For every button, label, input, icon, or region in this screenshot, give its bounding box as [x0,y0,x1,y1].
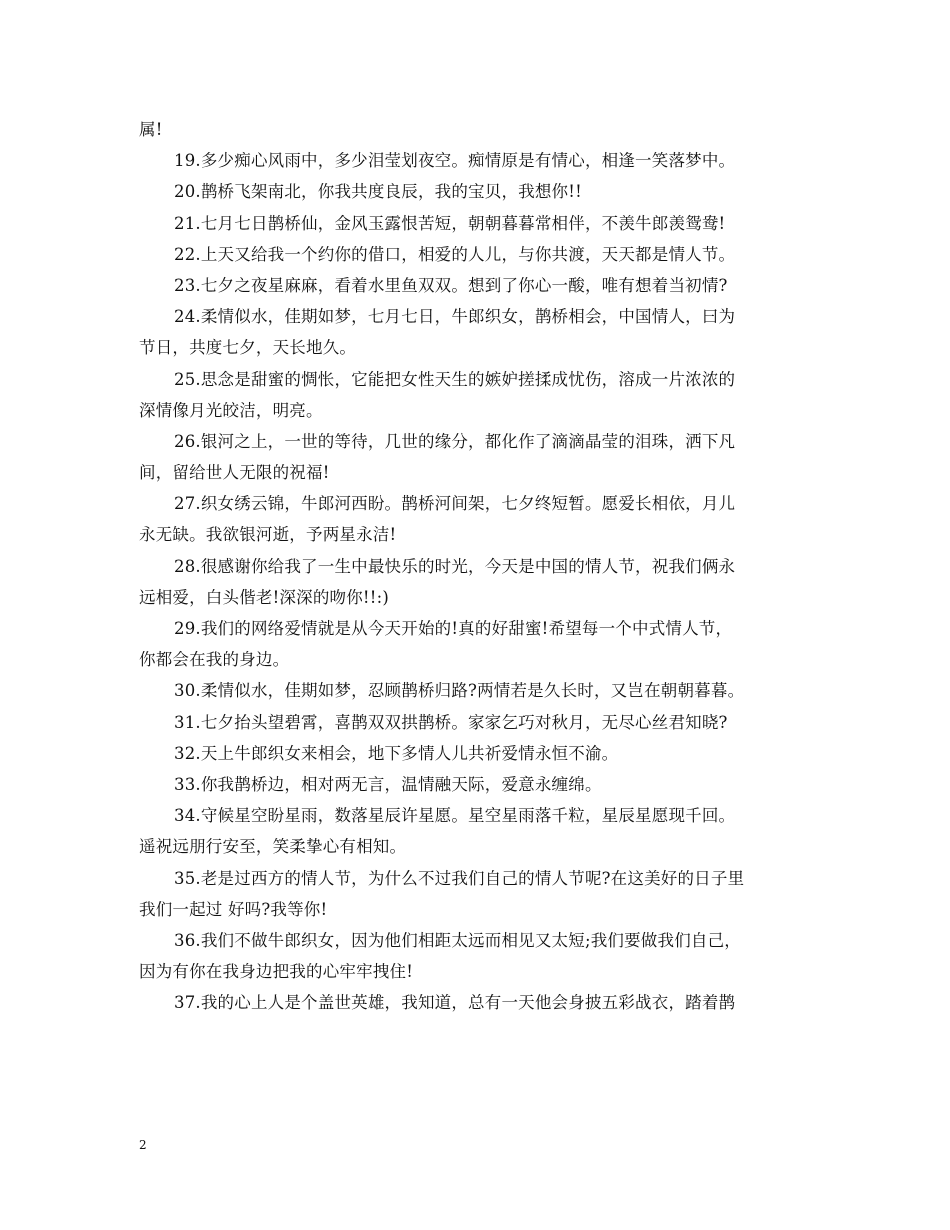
text-line: 22.上天又给我一个约你的借口，相爱的人儿，与你共渡，天天都是情人节。 [174,244,736,264]
text-line: 19.多少痴心风雨中，多少泪莹划夜空。痴情原是有情心，相逢一笑落梦中。 [174,151,736,171]
document-body [139,114,814,1018]
text-line: 23.七夕之夜星麻麻，看着水里鱼双双。想到了你心一酸，唯有想着当初情? [174,275,728,295]
text-line: 35.老是过西方的情人节，为什么不过我们自己的情人节呢?在这美好的日子里 [174,868,745,888]
text-line: 你都会在我的身边。 [139,650,290,670]
text-line: 33.你我鹊桥边，相对两无言，温情融天际，爱意永缠绵。 [174,774,602,794]
text-line: 28.很感谢你给我了一生中最快乐的时光，今天是中国的情人节，祝我们俩永 [174,556,736,576]
text-line: 32.天上牛郎织女来相会，地下多情人儿共祈爱情永恒不渝。 [174,743,619,763]
text-line: 遥祝远朋行安至，笑柔挚心有相知。 [139,837,407,857]
text-line: 属! [139,120,163,139]
text-line: 25.思念是甜蜜的惆怅，它能把女性天生的嫉妒搓揉成忧伤，溶成一片浓浓的 [174,369,736,389]
text-line: 21.七月七日鹊桥仙，金风玉露恨苦短，朝朝暮暮常相伴，不羡牛郎羡鸳鸯! [174,213,726,233]
text-line: 27.织女绣云锦，牛郎河西盼。鹊桥河间架，七夕终短暂。愿爱长相依，月儿 [174,494,736,514]
text-line: 37.我的心上人是个盖世英雄，我知道，总有一天他会身披五彩战衣，踏着鹊 [174,993,736,1013]
page-number: 2 [139,1138,147,1152]
text-line: 24.柔情似水，佳期如梦，七月七日，牛郎织女，鹊桥相会，中国情人，曰为 [174,307,736,327]
text-line: 节日，共度七夕，天长地久。 [139,338,357,358]
text-line: 31.七夕抬头望碧霄，喜鹊双双拱鹊桥。家家乞巧对秋月，无尽心丝君知晓? [174,712,728,732]
text-line: 间，留给世人无限的祝福! [139,463,330,483]
text-line: 深情像月光皎洁，明亮。 [139,400,323,420]
text-line: 34.守候星空盼星雨，数落星辰许星愿。星空星雨落千粒，星辰星愿现千回。 [174,806,736,826]
text-line: 永无缺。我欲银河逝，予两星永洁! [139,525,397,545]
text-line: 36.我们不做牛郎织女，因为他们相距太远而相见又太短;我们要做我们自己， [174,930,741,950]
text-line: 30.柔情似水，佳期如梦，忍顾鹊桥归路?两情若是久长时，又岂在朝朝暮暮。 [174,681,745,701]
text-line: 29.我们的网络爱情就是从今天开始的!真的好甜蜜!希望每一个中式情人节， [174,619,733,638]
text-line: 因为有你在我身边把我的心牢牢拽住! [139,962,414,982]
text-line: 远相爱，白头偕老!深深的吻你!!:) [139,587,389,607]
text-line: 26.银河之上，一世的等待，几世的缘分，都化作了滴滴晶莹的泪珠，洒下凡 [174,431,736,451]
text-line: 20.鹊桥飞架南北，你我共度良辰，我的宝贝，我想你!! [174,182,582,202]
text-line: 我们一起过 好吗?我等你! [139,899,328,919]
